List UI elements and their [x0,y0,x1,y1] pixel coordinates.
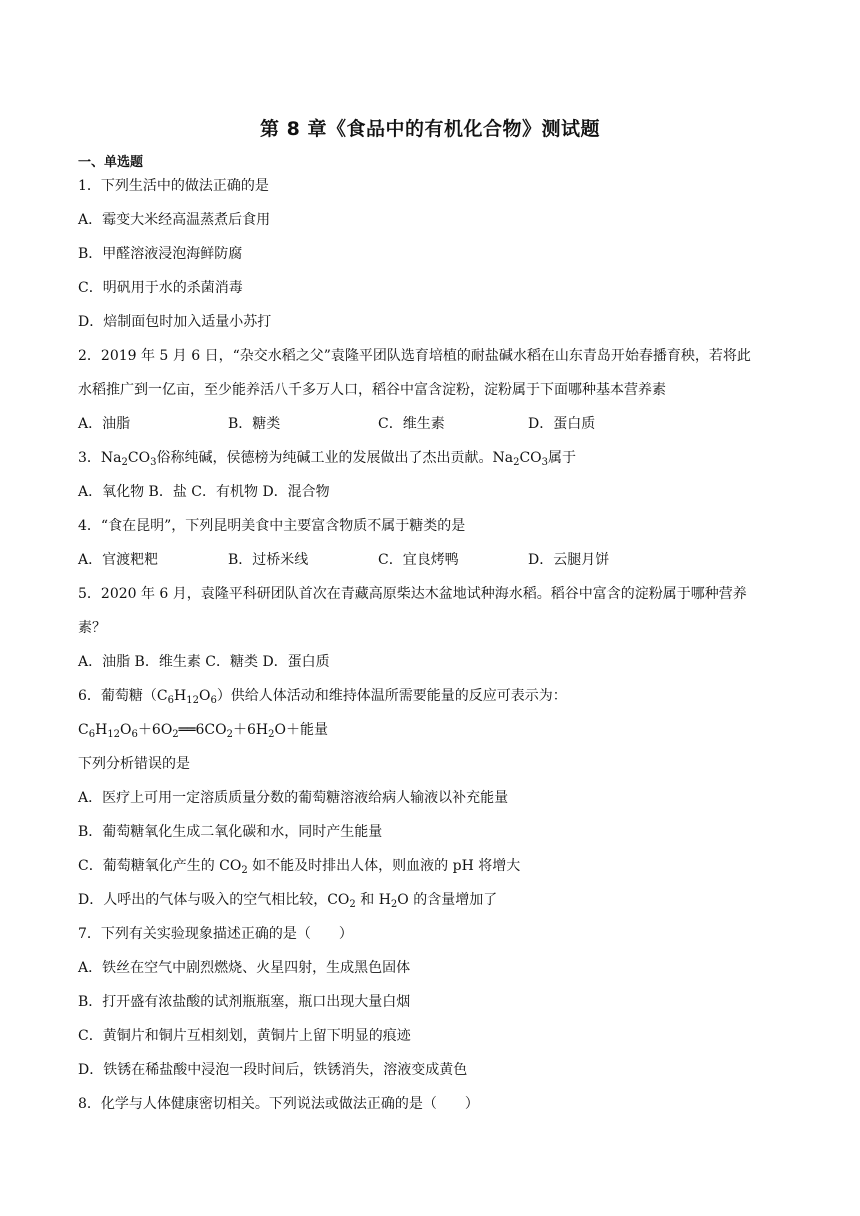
question-7-option-a: A．铁丝在空气中剧烈燃烧、火星四射，生成黑色固体 [78,960,411,976]
question-6-analysis: 下列分析错误的是 [78,756,190,772]
question-8-stem: 8．化学与人体健康密切相关。下列说法或做法正确的是（ ） [78,1096,479,1112]
question-1-option-d: D．焙制面包时加入适量小苏打 [78,314,272,330]
section-heading: 一、单选题 [78,155,144,170]
question-1-stem: 1．下列生活中的做法正确的是 [78,178,269,194]
formula-subscript: 6 [167,695,174,706]
formula-subscript: 2 [172,729,179,740]
formula-subscript: 12 [107,729,121,740]
formula-text: ＋6O [137,722,173,738]
question-6-option-c [78,856,790,876]
formula-subscript: 2 [241,865,248,876]
question-3-text: 俗称纯碱，侯德榜为纯碱工业的发展做出了杰出贡献。 [156,450,493,466]
formula-subscript: 3 [541,457,549,468]
question-4-option-a: A．官渡粑粑 [78,552,159,568]
question-6-option-a: A．医疗上可用一定溶质质量分数的葡萄糖溶液给病人输液以补充能量 [78,790,509,806]
formula-subscript: 2 [349,899,356,910]
question-3-options: A．氧化物 B．盐 C．有机物 D．混合物 [78,484,330,500]
question-7-option-b: B．打开盛有浓盐酸的试剂瓶瓶塞，瓶口出现大量白烟 [78,994,411,1010]
question-7-option-c: C．黄铜片和铜片互相刻划，黄铜片上留下明显的痕迹 [78,1028,411,1044]
formula-subscript: 12 [186,695,199,706]
formula-text: H [174,688,187,704]
formula-subscript: 6 [88,729,96,740]
formula-subscript: 6 [131,729,138,740]
question-6-stem [78,686,790,706]
question-5-stem-line-2: 素？ [78,620,106,636]
formula-subscript: 2 [268,729,275,740]
question-3-number: 3． [78,450,101,466]
formula-subscript: 3 [150,457,157,468]
question-6-text: 6．葡萄糖（C [78,688,168,704]
question-1-option-a: A．霉变大米经高温蒸煮后食用 [78,212,271,228]
formula-subscript: 2 [390,899,398,910]
option-text: 和 H [355,892,391,908]
formula-text: H [95,722,108,738]
question-2-option-a: A．油脂 [78,416,131,432]
formula-subscript: 2 [226,729,234,740]
question-5-stem-line-1: 5．2020 年 6 月，袁隆平科研团队首次在青藏高原柴达木盆地试种海水稻。稻谷中富含的淀粉属于哪种营养 [78,586,747,602]
question-4-option-c: C．宜良烤鸭 [378,552,459,568]
option-text: C．葡萄糖氧化产生的 CO [78,858,242,874]
formula-text: O＋能量 [274,722,328,738]
question-4-options [78,550,790,570]
question-2-option-b: B．糖类 [228,416,281,432]
question-4-option-d: D．云腿月饼 [528,552,610,568]
formula-text: O [198,688,211,704]
formula-text: ＋6H [233,722,269,738]
question-2-option-c: C．维生素 [378,416,445,432]
question-2-options [78,414,790,434]
option-text: O 的含量增加了 [397,892,498,908]
question-6-text: ）供给人体活动和维持体温所需要能量的反应可表示为： [216,688,567,704]
question-3-stem [78,448,790,468]
formula-text: C [78,722,89,738]
formula-text: Na [492,450,514,466]
question-7-stem: 7．下列有关实验现象描述正确的是（ ） [78,926,353,942]
question-5-options: A．油脂 B．维生素 C．糖类 D．蛋白质 [78,654,330,670]
formula-text: CO [519,450,542,466]
question-2-stem-line-2: 水稻推广到一亿亩，至少能养活八千多万人口，稻谷中富含淀粉，淀粉属于下面哪种基本营养素 [78,382,666,398]
formula-text: Na [100,450,122,466]
formula-text: CO [127,450,151,466]
option-text: D．人呼出的气体与吸入的空气相比较，CO [78,892,350,908]
question-1-option-b: B．甲醛溶液浸泡海鲜防腐 [78,246,243,262]
formula-subscript: 6 [210,695,217,706]
formula-text: O [120,722,132,738]
reaction-equation [78,720,790,740]
question-1-option-c: C．明矾用于水的杀菌消毒 [78,280,243,296]
question-6-option-b: B．葡萄糖氧化生成二氧化碳和水，同时产生能量 [78,824,383,840]
formula-subscript: 2 [121,457,128,468]
question-7-option-d: D．铁锈在稀盐酸中浸泡一段时间后，铁锈消失，溶液变成黄色 [78,1062,468,1078]
question-4-option-b: B．过桥米线 [228,552,309,568]
question-2-stem-line-1: 2．2019 年 5 月 6 日，“杂交水稻之父”袁隆平团队选育培植的耐盐碱水稻在山东青岛开始春播育秧，若将此 [78,348,751,364]
option-text: 如不能及时排出人体，则血液的 pH 将增大 [247,858,521,874]
formula-subscript: 2 [513,457,520,468]
question-3-text: 属于 [548,450,577,466]
question-4-stem: 4．“食在昆明”，下列昆明美食中主要富含物质不属于糖类的是 [78,518,466,534]
question-2-option-d: D．蛋白质 [528,416,596,432]
question-6-option-d [78,890,790,910]
formula-text: ══6CO [178,722,227,738]
page-title: 第 8 章《食品中的有机化合物》测试题 [260,118,600,140]
